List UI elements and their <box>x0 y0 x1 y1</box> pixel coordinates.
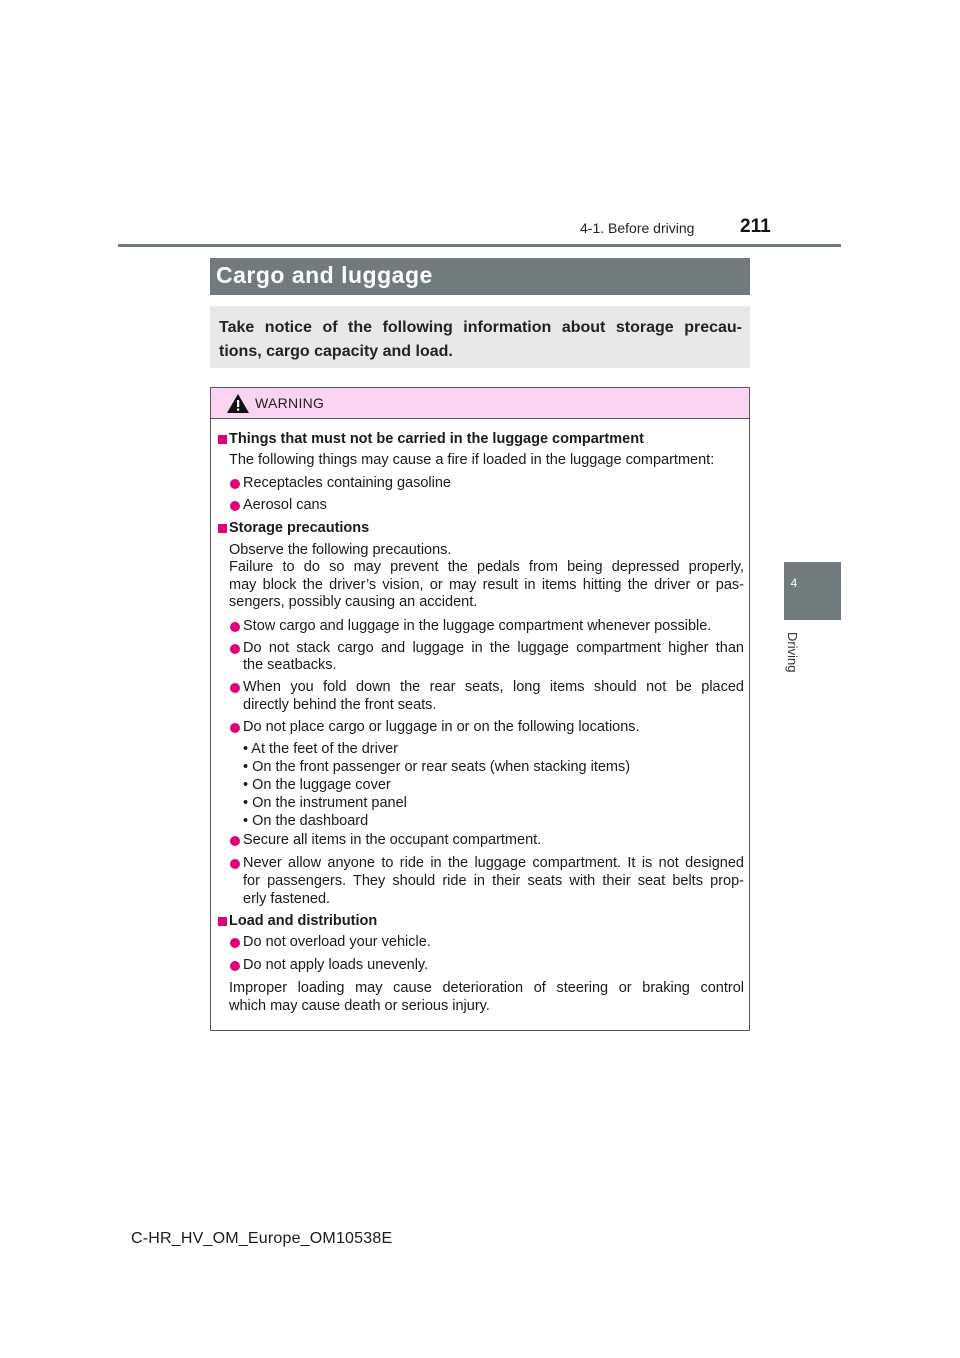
bullet-item: Stow cargo and luggage in the luggage compartment whenever possible. <box>243 618 712 634</box>
location-item: • On the instrument panel <box>243 795 407 811</box>
document-code: C-HR_HV_OM_Europe_OM10538E <box>131 1230 393 1247</box>
bullet-dot <box>230 938 240 948</box>
location-item: • At the feet of the driver <box>243 741 398 757</box>
bullet-dot <box>230 501 240 511</box>
bullet-item: Secure all items in the occupant compartment. <box>243 832 542 848</box>
section-text: which may cause death or serious injury. <box>229 998 490 1014</box>
section-marker <box>218 917 227 926</box>
section-heading: Load and distribution <box>229 913 378 929</box>
warning-header <box>211 388 749 419</box>
bullet-item: Do not stack cargo and luggage in the luggage compartment higher than <box>243 640 744 656</box>
location-item: • On the front passenger or rear seats (when stacking items) <box>243 759 631 775</box>
location-item: • On the luggage cover <box>243 777 391 793</box>
location-item: • On the dashboard <box>243 813 369 829</box>
section-text: The following things may cause a fire if loaded in the luggage compartment: <box>229 452 715 468</box>
section-text: Improper loading may cause deterioration of steering or braking control <box>229 980 744 996</box>
warning-box <box>210 387 750 1031</box>
bullet-dot <box>230 859 240 869</box>
section-marker <box>218 435 227 444</box>
bullet-item: When you fold down the rear seats, long items should not be placed <box>243 679 744 695</box>
bullet-item-cont: for passengers. They should ride in their seats with their seat belts prop- <box>243 873 744 889</box>
section-text: may block the driver’s vision, or may result in items hitting the driver or pas- <box>229 577 744 593</box>
bullet-item-cont: the seatbacks. <box>243 657 337 673</box>
bullet-dot <box>230 683 240 693</box>
bullet-item: Do not apply loads unevenly. <box>243 957 429 973</box>
chapter-tab <box>784 562 841 620</box>
bullet-dot <box>230 723 240 733</box>
section-heading: Things that must not be carried in the luggage compartment <box>229 431 644 447</box>
bullet-dot <box>230 622 240 632</box>
bullet-dot <box>230 479 240 489</box>
section-marker <box>218 524 227 533</box>
chapter-number: 4 <box>790 576 798 590</box>
bullet-item: Receptacles containing gasoline <box>243 475 451 491</box>
page-title-bar <box>210 258 750 295</box>
bullet-item-cont: directly behind the front seats. <box>243 697 437 713</box>
intro-line: tions, cargo capacity and load. <box>219 343 453 360</box>
bullet-item: Aerosol cans <box>243 497 327 513</box>
bullet-item: Never allow anyone to ride in the luggage compartment. It is not designed <box>243 855 744 871</box>
bullet-item: Do not place cargo or luggage in or on the following locations. <box>243 719 640 735</box>
warning-label: WARNING <box>255 395 325 411</box>
section-heading: Storage precautions <box>229 520 370 536</box>
section-breadcrumb: 4-1. Before driving <box>580 220 695 236</box>
bullet-dot <box>230 644 240 654</box>
bullet-dot <box>230 961 240 971</box>
bullet-item: Do not overload your vehicle. <box>243 934 431 950</box>
section-text: Failure to do so may prevent the pedals from being depressed properly, <box>229 559 744 575</box>
bullet-item-cont: erly fastened. <box>243 891 331 907</box>
section-text: sengers, possibly causing an accident. <box>229 594 478 610</box>
intro-line: Take notice of the following information about storage precau- <box>219 319 742 336</box>
page-number: 211 <box>740 216 771 237</box>
chapter-label: Driving <box>785 632 800 673</box>
section-text: Observe the following precautions. <box>229 542 452 558</box>
page-title: Cargo and luggage <box>216 262 433 288</box>
header-rule <box>118 244 841 247</box>
bullet-dot <box>230 836 240 846</box>
warning-triangle-icon <box>227 394 249 413</box>
intro-box <box>210 306 750 368</box>
